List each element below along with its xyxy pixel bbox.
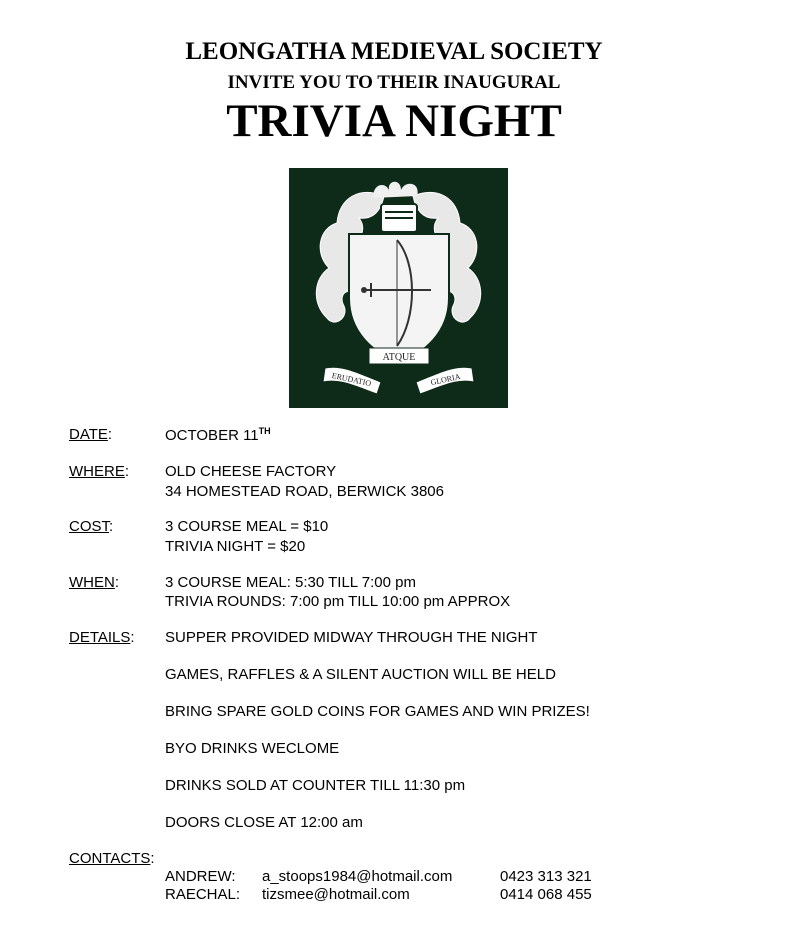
details-item: DOORS CLOSE AT 12:00 am xyxy=(165,814,363,831)
details-item: BYO DRINKS WECLOME xyxy=(165,740,340,757)
event-title: TRIVIA NIGHT xyxy=(226,95,562,147)
date-label: DATE: xyxy=(69,426,113,443)
contacts-label: CONTACTS: xyxy=(69,850,155,867)
where-label: WHERE: xyxy=(69,463,130,480)
cost-line1: 3 COURSE MEAL = $10 xyxy=(165,518,329,535)
contact-phone: 0414 068 455 xyxy=(500,886,592,903)
svg-text:ERUDATIO: ERUDATIO xyxy=(331,370,373,389)
contact-name: RAECHAL: xyxy=(165,886,241,903)
details-item: SUPPER PROVIDED MIDWAY THROUGH THE NIGHT xyxy=(165,629,538,646)
where-line1: OLD CHEESE FACTORY xyxy=(165,463,337,480)
when-label: WHEN: xyxy=(69,574,119,591)
when-line1: 3 COURSE MEAL: 5:30 TILL 7:00 pm xyxy=(165,574,416,591)
crest-logo xyxy=(289,168,508,408)
contact-email: a_stoops1984@hotmail.com xyxy=(262,868,453,885)
date-value: OCTOBER 11TH xyxy=(165,426,271,444)
details-label: DETAILS: xyxy=(69,629,135,646)
invite-line: INVITE YOU TO THEIR INAUGURAL xyxy=(227,72,561,93)
coat-of-arms-icon xyxy=(289,168,508,408)
svg-text:GLORIA: GLORIA xyxy=(429,372,462,388)
when-line2: TRIVIA ROUNDS: 7:00 pm TILL 10:00 pm APPROX xyxy=(165,593,511,610)
details-item: DRINKS SOLD AT COUNTER TILL 11:30 pm xyxy=(165,777,466,794)
contact-phone: 0423 313 321 xyxy=(500,868,592,885)
details-item: BRING SPARE GOLD COINS FOR GAMES AND WIN PRIZES! xyxy=(165,703,590,720)
society-name: LEONGATHA MEDIEVAL SOCIETY xyxy=(185,38,603,65)
contact-email: tizsmee@hotmail.com xyxy=(262,886,410,903)
cost-label: COST: xyxy=(69,518,114,535)
details-item: GAMES, RAFFLES & A SILENT AUCTION WILL BE HELD xyxy=(165,666,556,683)
cost-line2: TRIVIA NIGHT = $20 xyxy=(165,538,306,555)
contact-name: ANDREW: xyxy=(165,868,236,885)
svg-text:ATQUE: ATQUE xyxy=(382,352,416,363)
where-line2: 34 HOMESTEAD ROAD, BERWICK 3806 xyxy=(165,483,444,500)
